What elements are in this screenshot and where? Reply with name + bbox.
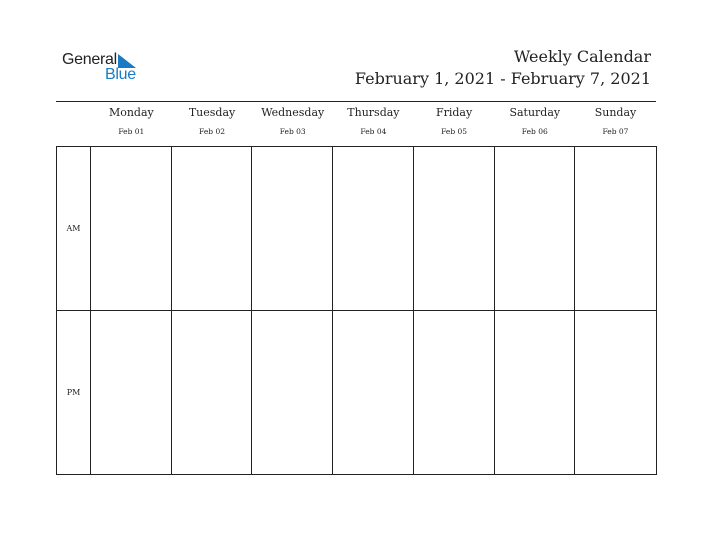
slot-tuesday-pm[interactable] xyxy=(172,311,253,475)
day-date: Feb 06 xyxy=(521,127,548,136)
day-name: Thursday xyxy=(347,106,400,119)
day-name: Monday xyxy=(108,106,154,119)
day-header-thursday xyxy=(333,106,414,142)
day-header-row xyxy=(91,106,656,142)
slot-saturday-pm[interactable] xyxy=(495,311,576,475)
slot-sunday-am[interactable] xyxy=(575,147,656,311)
header-divider xyxy=(56,101,656,102)
day-date: Feb 03 xyxy=(279,127,306,136)
day-date: Feb 04 xyxy=(360,127,387,136)
day-header-sunday xyxy=(575,106,656,142)
brand-name-general: General xyxy=(62,51,117,68)
calendar-grid xyxy=(56,146,657,475)
day-header-tuesday xyxy=(172,106,253,142)
day-name: Sunday xyxy=(594,106,637,119)
slot-monday-pm[interactable] xyxy=(91,311,172,475)
day-name: Saturday xyxy=(509,106,561,119)
slot-thursday-am[interactable] xyxy=(333,147,414,311)
day-date: Feb 02 xyxy=(199,127,226,136)
slot-saturday-am[interactable] xyxy=(495,147,576,311)
period-label-am: AM xyxy=(57,147,91,311)
day-header-monday xyxy=(91,106,172,142)
day-header-saturday xyxy=(494,106,575,142)
slot-tuesday-am[interactable] xyxy=(172,147,253,311)
slot-wednesday-pm[interactable] xyxy=(252,311,333,475)
page-title: Weekly Calendar xyxy=(513,47,651,66)
day-header-friday xyxy=(414,106,495,142)
day-date: Feb 05 xyxy=(441,127,468,136)
slot-friday-pm[interactable] xyxy=(414,311,495,475)
day-date: Feb 01 xyxy=(118,127,145,136)
slot-sunday-pm[interactable] xyxy=(575,311,656,475)
brand-name-blue: Blue xyxy=(105,66,136,83)
date-range: February 1, 2021 - February 7, 2021 xyxy=(354,69,651,88)
period-label-pm: PM xyxy=(57,311,91,475)
slot-thursday-pm[interactable] xyxy=(333,311,414,475)
day-name: Friday xyxy=(435,106,473,119)
day-name: Tuesday xyxy=(188,106,236,119)
brand-logo xyxy=(62,50,152,86)
slot-wednesday-am[interactable] xyxy=(252,147,333,311)
slot-monday-am[interactable] xyxy=(91,147,172,311)
slot-friday-am[interactable] xyxy=(414,147,495,311)
day-header-wednesday xyxy=(252,106,333,142)
title-block xyxy=(355,46,651,90)
day-date: Feb 07 xyxy=(602,127,629,136)
day-name: Wednesday xyxy=(261,106,325,119)
